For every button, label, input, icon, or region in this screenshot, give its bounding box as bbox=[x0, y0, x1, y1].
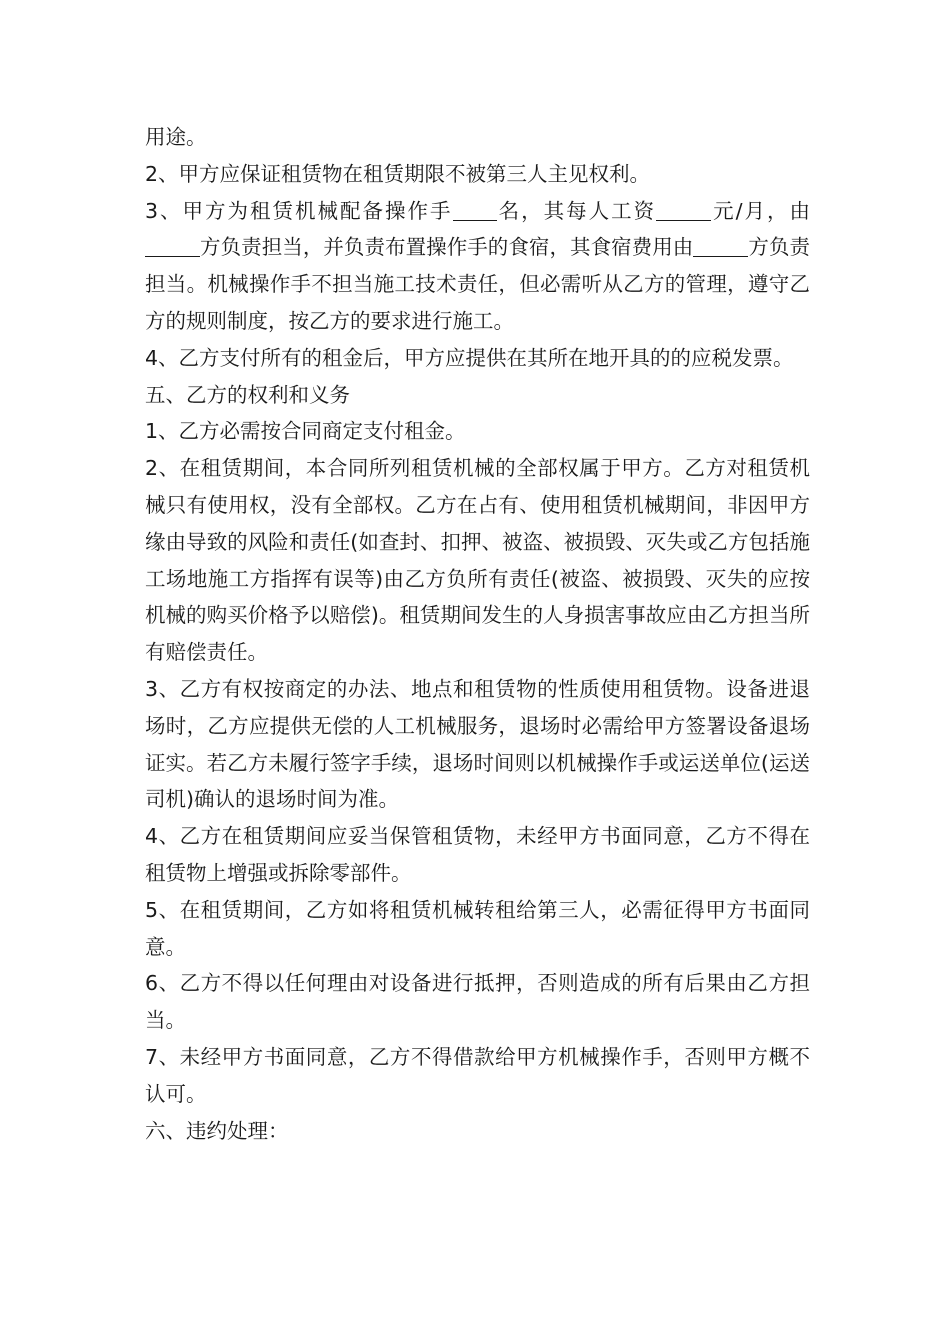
clause-item: 6、乙方不得以任何理由对设备进行抵押，否则造成的所有后果由乙方担当。 bbox=[145, 971, 810, 1033]
clause-text: 元/月，由 bbox=[711, 198, 810, 223]
clause-item: 4、乙方在租赁期间应妥当保管租赁物，未经甲方书面同意，乙方不得在租赁物上增强或拆除零部件。 bbox=[145, 824, 810, 885]
section-heading: 五、乙方的权利和义务 bbox=[145, 382, 350, 407]
clause-item: 7、未经甲方书面同意，乙方不得借款给甲方机械操作手，否则甲方概不认可。 bbox=[145, 1044, 810, 1106]
clause-text: 方负责担当。机械操作手不担当施工技术责任，但必需听从乙方的管理，遵守乙方的规则制度，按乙方的要求进行施工。 bbox=[145, 235, 811, 333]
clause-item: 4、乙方支付所有的租金后，甲方应提供在其所在地开具的的应税发票。 bbox=[145, 345, 794, 370]
fill-in-blank bbox=[145, 236, 200, 257]
clause-item: 2、在租赁期间，本合同所列租赁机械的全部权属于甲方。乙方对租赁机械只有使用权，没有全部权。乙方在占有、使用租赁机械期间，非因甲方缘由导致的风险和责任(如查封、扣押、被盗、被损毁、灭失或乙方包括施工场地施工方指挥有误等)由乙方负所有责任(被盗、被损毁、灭失的应按机械的购买价格予以赔偿)。租赁期间发生的人身损害事故应由乙方担当所有赔偿责任。 bbox=[145, 456, 810, 665]
section-heading: 六、违约处理： bbox=[145, 1118, 289, 1143]
clause-item: 2、甲方应保证租赁物在租赁期限不被第三人主见权利。 bbox=[145, 161, 651, 186]
clause-item: 3、乙方有权按商定的办法、地点和租赁物的性质使用租赁物。设备进退场时，乙方应提供无偿的人工机械服务，退场时必需给甲方签署设备退场证实。若乙方未履行签字手续，退场时间则以机械操作手或运送单位(运送司机)确认的退场时间为准。 bbox=[145, 676, 810, 812]
clause-item: 5、在租赁期间，乙方如将租赁机械转租给第三人，必需征得甲方书面同意。 bbox=[145, 897, 810, 959]
clause-text: 方负责担当，并负责布置操作手的食宿，其食宿费用由 bbox=[200, 235, 694, 260]
clause-text: 名，其每人工资 bbox=[496, 198, 657, 223]
document-body bbox=[145, 119, 810, 1149]
fill-in-blank bbox=[453, 200, 497, 221]
fill-in-blank bbox=[693, 236, 748, 257]
fill-in-blank bbox=[656, 200, 711, 221]
clause-item-with-blanks bbox=[145, 193, 810, 340]
clause-text: 3、甲方为租赁机械配备操作手 bbox=[145, 198, 453, 223]
clause-item: 1、乙方必需按合同商定支付租金。 bbox=[145, 419, 466, 444]
paragraph: 用途。 bbox=[145, 125, 207, 149]
